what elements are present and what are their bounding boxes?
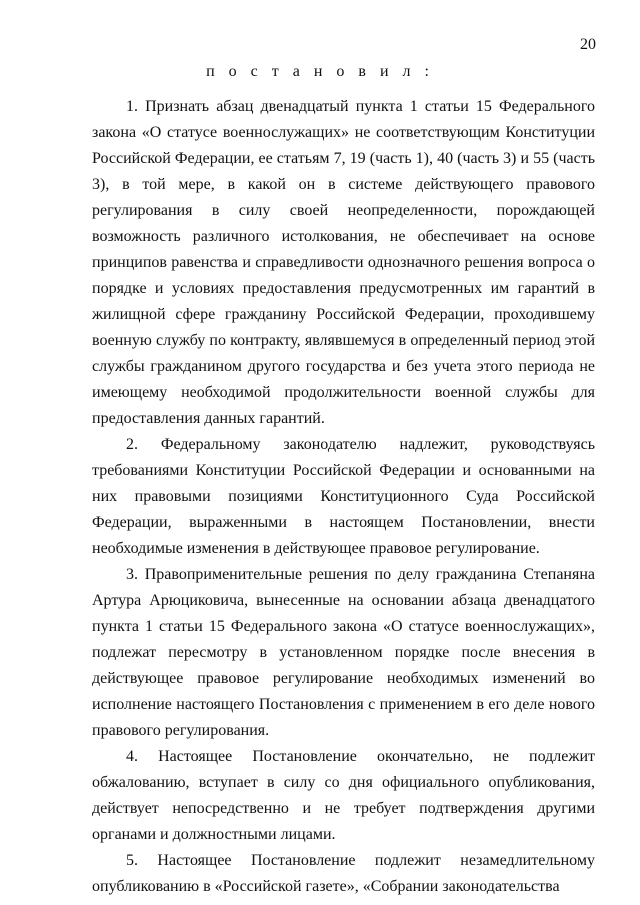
paragraph-5: 5. Настоящее Постановление подлежит незамедлительному опубликованию в «Российской газете», «Собрании законодательства	[92, 852, 595, 895]
paragraph-3: 3. Правоприменительные решения по делу гражданина Степаняна Артура Арюциковича, вынесенные на основании абзаца двенадцатого пункта 1 статьи 15 Федерального закона «О статусе военнослужащих», подлежат пересмотру в установленном порядке после внесения в действующее правовое регулирование необходимых изменений во исполнение настоящего Постановления с применением в его деле нового правового регулирования.	[92, 566, 595, 739]
paragraph-1: 1. Признать абзац двенадцатый пункта 1 статьи 15 Федерального закона «О статусе военнослужащих» не соответствующим Конституции Российской Федерации, ее статьям 7, 19 (часть 1), 40 (часть 3) и 55 (часть 3), в той мере, в какой он в системе действующего правового регулирования в силу своей неопределенности, порождающей возможность различного истолкования, не обеспечивает на основе принципов равенства и справедливости однозначного решения вопроса о порядке и условиях предоставления предусмотренных им гарантий в жилищной сфере гражданину Российской Федерации, проходившему военную службу по контракту, являвшемуся в определенный период этой службы гражданином другого государства и без учета этого периода не имеющему необходимой продолжительности военной службы для предоставления данных гарантий.	[92, 98, 595, 427]
resolution-heading: п о с т а н о в и л :	[206, 63, 434, 80]
paragraph-4: 4. Настоящее Постановление окончательно, не подлежит обжалованию, вступает в силу со дня официального опубликования, действует непосредственно и не требует подтверждения другими органами и должностными лицами.	[92, 748, 595, 843]
page-number: 20	[580, 36, 596, 53]
document-body	[92, 94, 595, 900]
paragraph-2: 2. Федеральному законодателю надлежит, руководствуясь требованиями Конституции Российской Федерации и основанными на них правовыми позициями Конституционного Суда Российской Федерации, выраженными в настоящем Постановлении, внести необходимые изменения в действующее правовое регулирование.	[92, 436, 595, 557]
